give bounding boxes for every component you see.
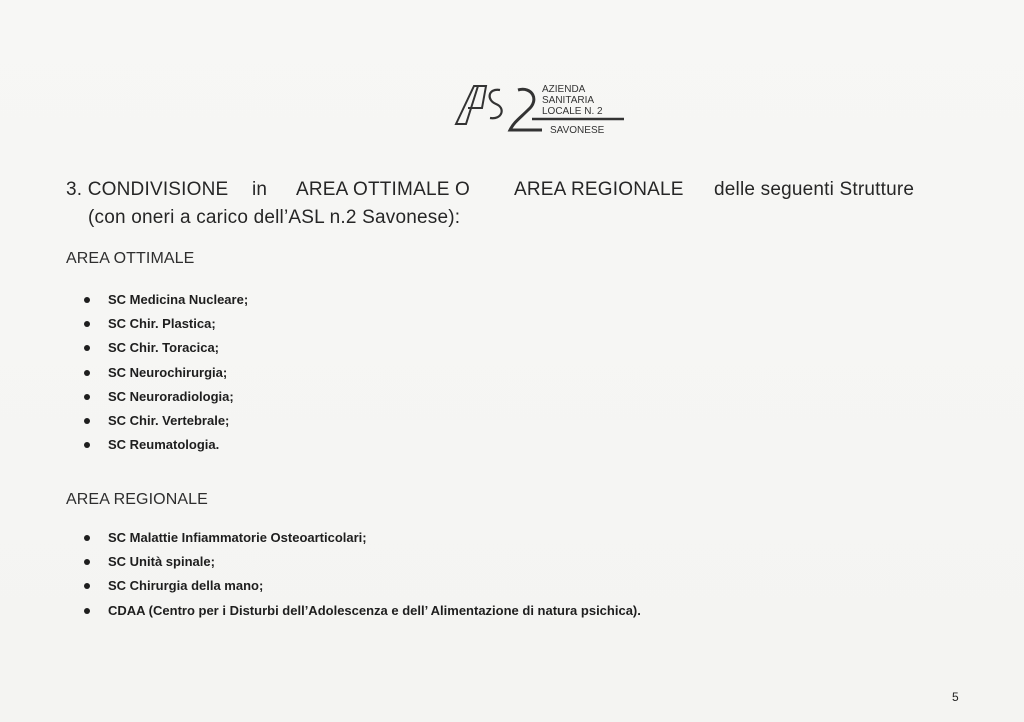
- bullet-icon: [84, 559, 90, 565]
- section-heading: [66, 176, 966, 232]
- bullet-icon: [84, 418, 90, 424]
- list-item: SC Malattie Infiammatorie Osteoarticolari;: [84, 526, 641, 550]
- bullet-icon: [84, 345, 90, 351]
- heading-subtitle: (con oneri a carico dell’ASL n.2 Savonese):: [88, 207, 461, 228]
- list-item: SC Neuroradiologia;: [84, 385, 248, 409]
- asl2-logo-mark: [452, 78, 632, 142]
- logo-line-locale: LOCALE N. 2: [542, 106, 603, 117]
- list-item: SC Unità spinale;: [84, 550, 641, 574]
- bullet-icon: [84, 297, 90, 303]
- list-item: SC Chirurgia della mano;: [84, 574, 641, 598]
- heading-number: 3. CONDIVISIONE: [66, 179, 229, 200]
- heading-area-regionale: AREA REGIONALE: [514, 179, 684, 200]
- logo-line-sanitaria: SANITARIA: [542, 95, 595, 106]
- list-item: CDAA (Centro per i Disturbi dell’Adolescenza e dell’ Alimentazione di natura psichica).: [84, 599, 641, 623]
- list-item: SC Chir. Toracica;: [84, 336, 248, 360]
- heading-area-ottimale: AREA OTTIMALE O: [296, 179, 471, 200]
- list-item: SC Reumatologia.: [84, 433, 248, 457]
- bullet-icon: [84, 535, 90, 541]
- list-item: SC Neurochirurgia;: [84, 361, 248, 385]
- bullet-icon: [84, 370, 90, 376]
- bullet-icon: [84, 583, 90, 589]
- area-ottimale-list: [84, 288, 248, 457]
- area-regionale-list: [84, 526, 641, 623]
- logo-line-azienda: AZIENDA: [542, 84, 586, 95]
- list-item: SC Medicina Nucleare;: [84, 288, 248, 312]
- page-number: 5: [952, 690, 959, 704]
- area-ottimale-title: AREA OTTIMALE: [66, 250, 195, 267]
- logo-line-savonese: SAVONESE: [550, 125, 605, 136]
- area-regionale-title: AREA REGIONALE: [66, 491, 208, 508]
- list-item: SC Chir. Plastica;: [84, 312, 248, 336]
- bullet-icon: [84, 321, 90, 327]
- bullet-icon: [84, 608, 90, 614]
- bullet-icon: [84, 442, 90, 448]
- asl2-logo: [452, 78, 632, 142]
- heading-in: in: [252, 179, 268, 200]
- list-item: SC Chir. Vertebrale;: [84, 409, 248, 433]
- bullet-icon: [84, 394, 90, 400]
- heading-tail: delle seguenti Strutture: [714, 179, 915, 200]
